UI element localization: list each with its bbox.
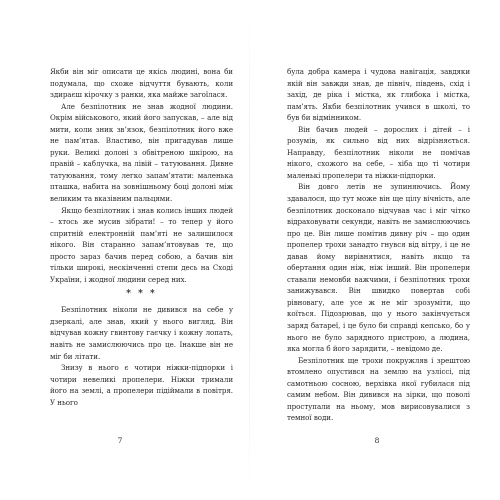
left-paragraph-4: Безпілотник ніколи не дивився на себе у дзеркалі, але знав, який у нього вигляд. Він відчував кожну гвинтову гаєчку і кожну лопать, навіть не замислюючись про це. Інакше він не міг би літати.: [50, 305, 233, 361]
left-paragraph-5: Знизу в нього є чотири ніжки-підпорки і чотири невеликі пропелери. Ніжки тримали його на землі, а пропелери підіймали в повітря. У нього: [50, 363, 233, 407]
left-page: [50, 66, 233, 408]
left-paragraph-1: Якби він міг описати це якісь людині, вона би подумала, що схоже відчуття бувають, коли здираєш кірочку з ранки, яка майже загоїлася.: [50, 67, 233, 100]
right-paragraph-2: Він бачив людей – дорослих і дітей – і розумів, як сильно від них відрізняється. Направду, безпілотник ніколи не помічав нікого, схожого на себе, – хіба що ті чотири маленькі пропелери та ніжки-підпорки.: [287, 124, 470, 180]
right-paragraph-4: Безпілотник ще трохи покружляв і зрештою втомлено опустився на землю на узліссі, під самотньою сосною, верхівка якої губилася під самим небом. Він дивився на зірки, що поволі проступали на ньому, мов вирисовувалися з темної води.: [287, 355, 470, 423]
right-paragraph-1: була добра камера і чудова навігація, завдяки якій він завжди знав, де північ, південь, схід і захід, де ріка і містка, як глибока і місткa, пам’ять. Якби безпілотник учився в школі, то був би відмінником.: [287, 67, 470, 123]
section-separator: * * *: [126, 289, 157, 300]
book-gutter: [249, 0, 250, 500]
page-number-left: 7: [117, 436, 123, 445]
page-number-right: 8: [374, 436, 380, 445]
left-paragraph-3: Якщо безпілотник і знав колись інших людей – хтось же мусив зібрати! – то тепер у його спритній електронній пам’яті не залишилося нікого. Він старанно запам’ятовував те, що просто зараз бачив перед собою, а бачив він тільки широкі, нескінченні степи десь на Сході України, і жодної людини серед них.: [50, 205, 233, 284]
right-page: [287, 66, 470, 424]
right-paragraph-3: Він довго летів не зупиняючись. Йому здавалося, що тут може він ще цілу вічність, але безпілотник досконало відчував час і міг чітко відраховувати секунди, навіть не замислюючись про це. Він лише помітив дивну річ – що один пропелер трохи занадто гнувся від вітру, і це не давав йому вирівнятися, навіть якщо та обертання один ніж, ніж інший. Він пропелери ставали немовби важчими, і безпілотник трохи занижувався. Він швидко повертав собі рівновагу, але усе ж не міг зрозуміти, що коїться. Підозрював, що у нього закінчується заряд батареї, і це було би справді кепсько, бо у нього не було зарядного пристрою, а людина, яка могла б його зарядити, – невідомо де.: [287, 182, 470, 354]
left-paragraph-2: Але безпілотник не знав жодної людини. Окрім військового, який його запускав, – але від мити, коли зник зв’язок, безпілотник його вже не пам’ятав. Властиво, він пригадував лише руки. Великі долоні з обвітреною шкірою, на правій – каблучка, на лівій – татуювання. Дивне татуювання, тому легко запам’ятати: маленька пташка, набита на зовнішньому боці долоні між великим та вказівним пальцями.: [50, 101, 233, 204]
